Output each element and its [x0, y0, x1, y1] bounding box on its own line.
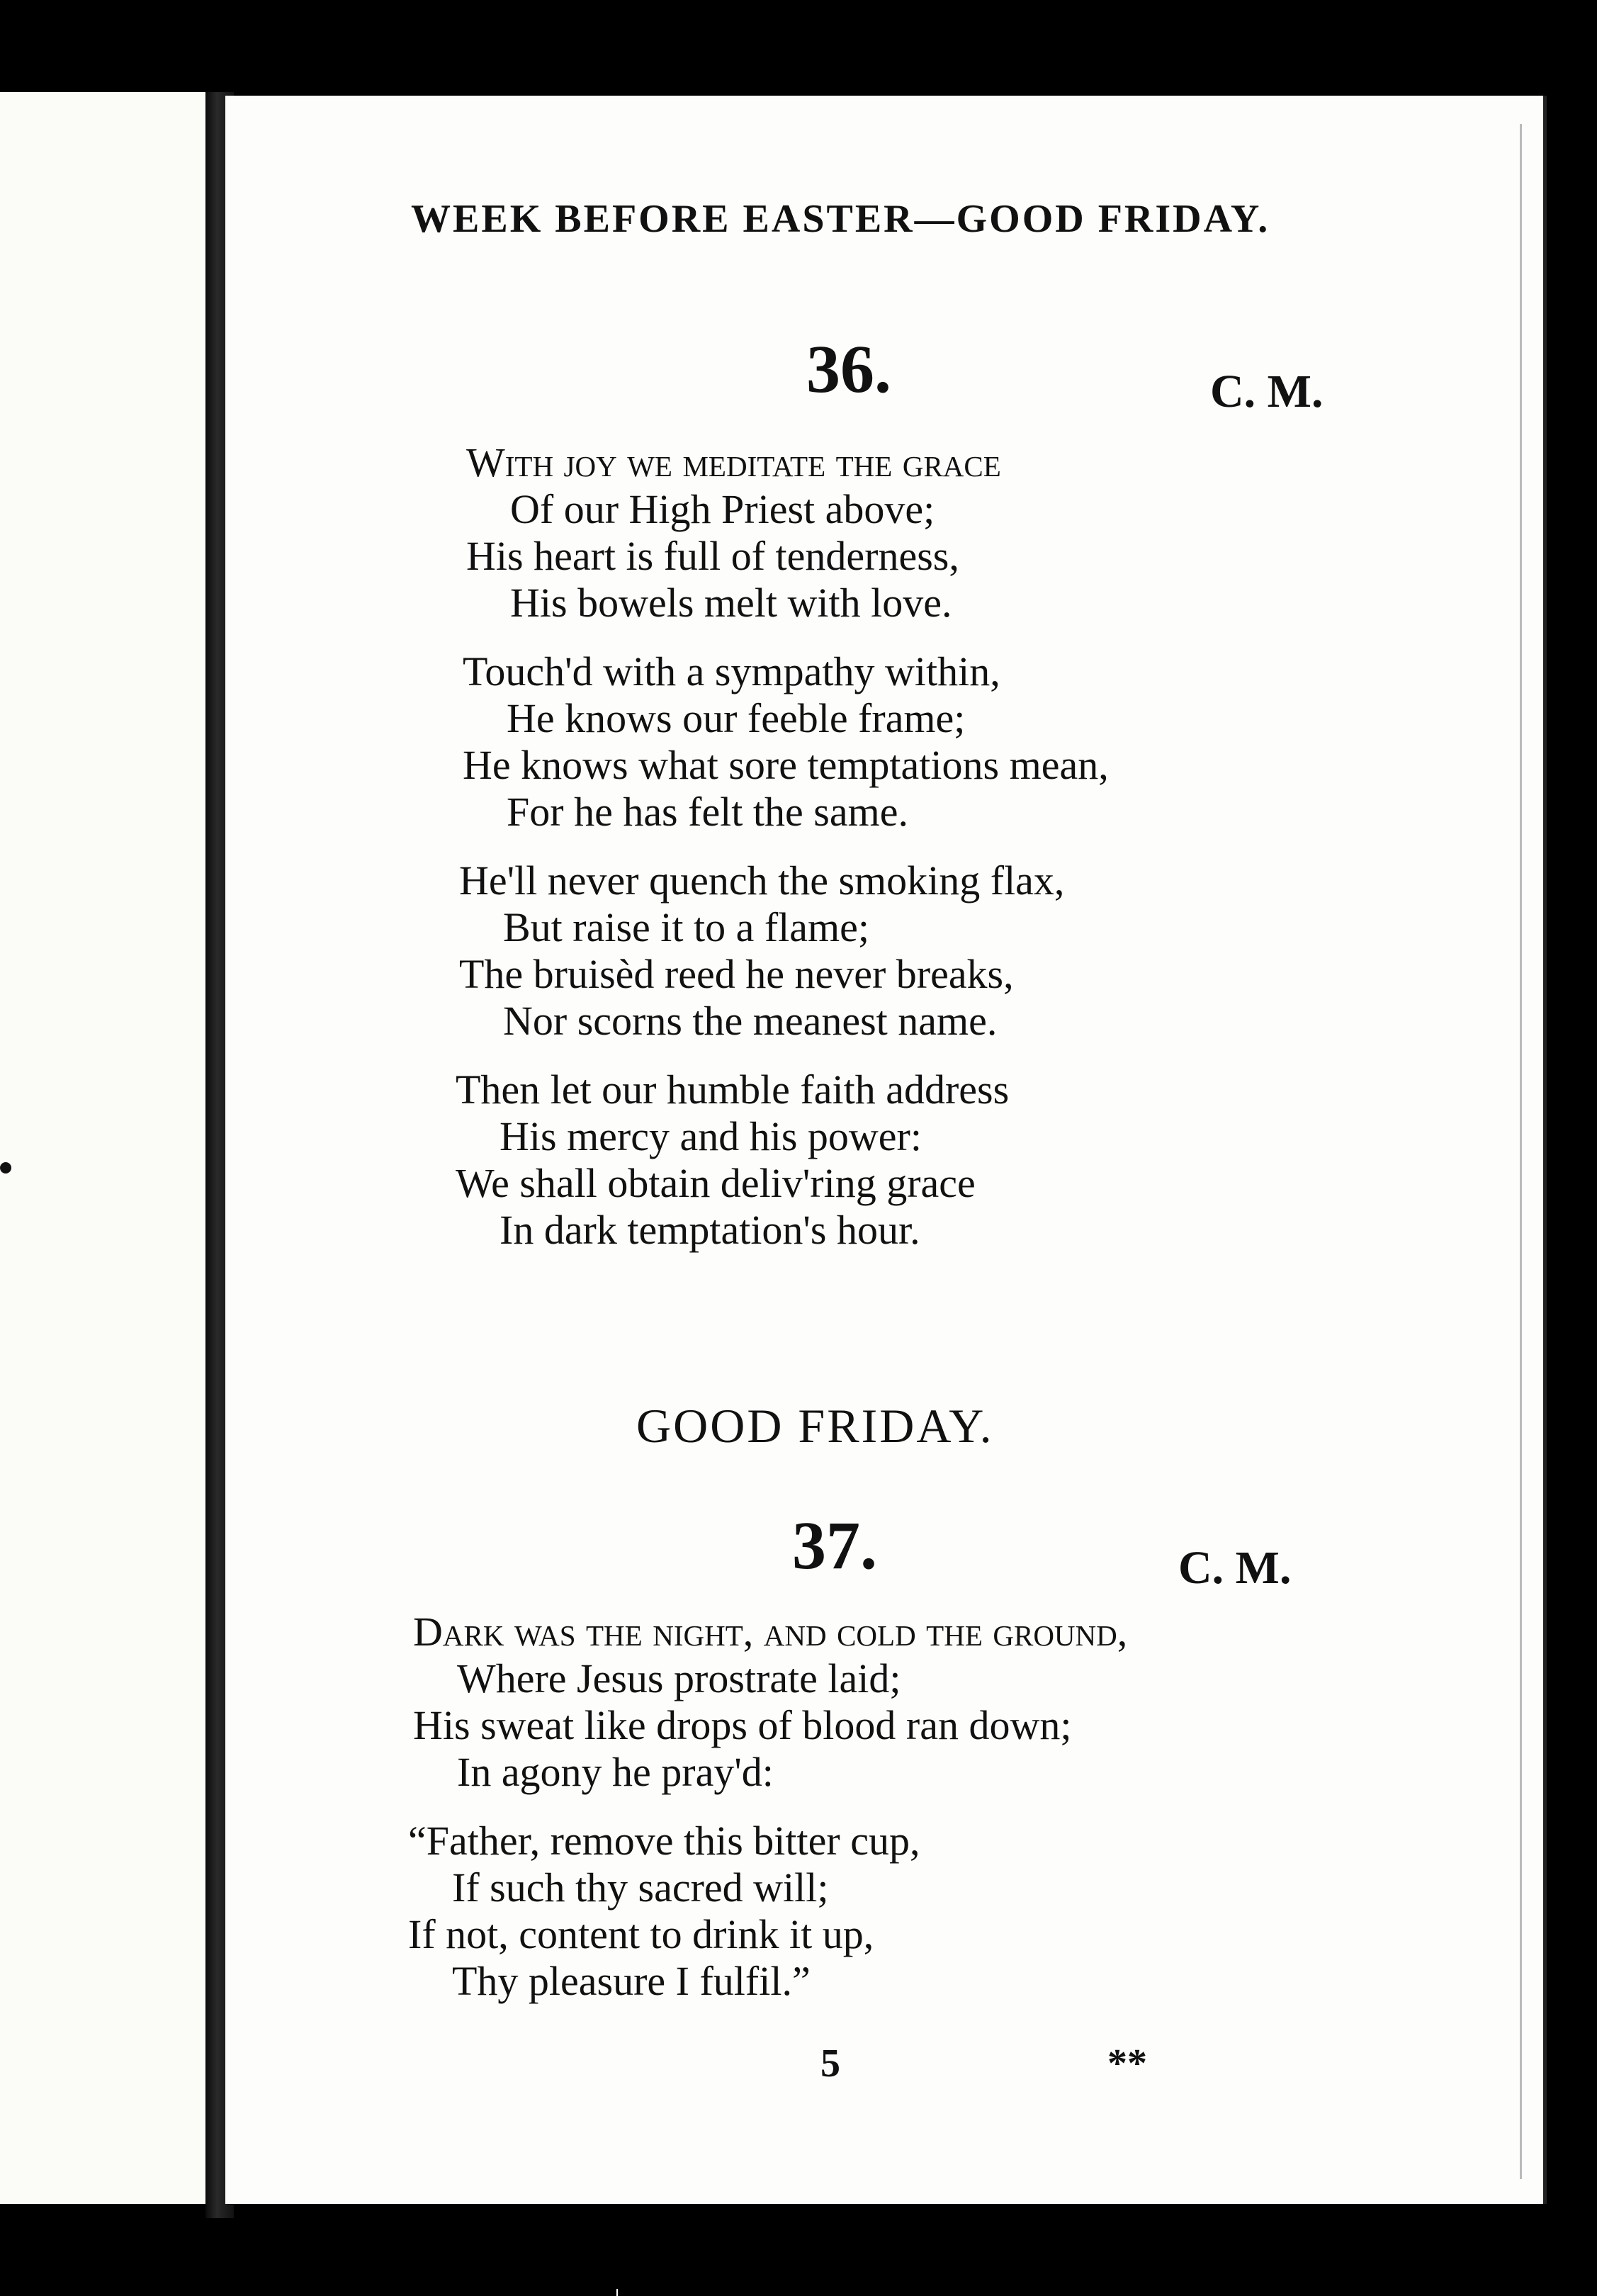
verse-line — [413, 1609, 1127, 1655]
verse-line: The bruisèd reed he never breaks, — [459, 951, 1014, 997]
hymn-meter: C. M. — [1210, 366, 1324, 417]
verse-line: His heart is full of tenderness, — [466, 533, 959, 579]
verse-line: Nor scorns the meanest name. — [503, 998, 998, 1044]
ink-spot — [0, 1162, 11, 1174]
stanza — [463, 648, 1109, 835]
verse-line: But raise it to a flame; — [503, 904, 870, 950]
facing-page — [0, 92, 205, 2204]
signature-mark: 5 — [820, 2042, 840, 2086]
verse-line: He knows what sore temptations mean, — [463, 742, 1109, 788]
verse-line: His bowels melt with love. — [510, 580, 952, 626]
verse-line: “Father, remove this bitter cup, — [408, 1818, 920, 1864]
verse-line: In dark temptation's hour. — [500, 1207, 920, 1253]
verse-line: Where Jesus prostrate laid; — [457, 1655, 901, 1701]
hymn-number: 37. — [792, 1507, 877, 1583]
verse-line-text: With joy we meditate the grace — [466, 439, 1001, 485]
book-page — [225, 96, 1547, 2204]
verse-line — [466, 439, 1001, 486]
hymn-number: 36. — [806, 331, 891, 407]
stanza — [408, 1818, 920, 2005]
verse-line: If not, content to drink it up, — [408, 1911, 874, 1957]
verse-line: He'll never quench the smoking flax, — [459, 857, 1065, 904]
stanza — [466, 439, 1001, 626]
scan-artifact — [616, 2289, 618, 2296]
running-head: WEEK BEFORE EASTER—GOOD FRIDAY. — [411, 197, 1270, 241]
verse-line: His sweat like drops of blood ran down; — [413, 1702, 1072, 1748]
stanza — [413, 1609, 1127, 1796]
verse-line: Then let our humble faith address — [456, 1067, 1010, 1113]
page-edge — [1520, 124, 1522, 2179]
verse-line: If such thy sacred will; — [452, 1864, 829, 1910]
verse-line: For he has felt the same. — [507, 789, 908, 835]
verse-line: In agony he pray'd: — [457, 1749, 774, 1795]
hymn-meter: C. M. — [1178, 1542, 1292, 1594]
stanza — [459, 857, 1064, 1045]
section-title: GOOD FRIDAY. — [636, 1399, 994, 1453]
verse-line: Touch'd with a sympathy within, — [463, 648, 1000, 694]
verse-line: Of our High Priest above; — [510, 486, 935, 532]
signature-mark: ** — [1107, 2042, 1147, 2086]
stanza — [456, 1067, 1009, 1254]
verse-line: He knows our feeble frame; — [507, 695, 966, 741]
verse-line-text: Dark was the night, and cold the ground, — [413, 1609, 1128, 1655]
verse-line: We shall obtain deliv'ring grace — [456, 1160, 976, 1206]
verse-line: Thy pleasure I fulfil.” — [452, 1958, 811, 2004]
verse-line: His mercy and his power: — [500, 1113, 922, 1159]
